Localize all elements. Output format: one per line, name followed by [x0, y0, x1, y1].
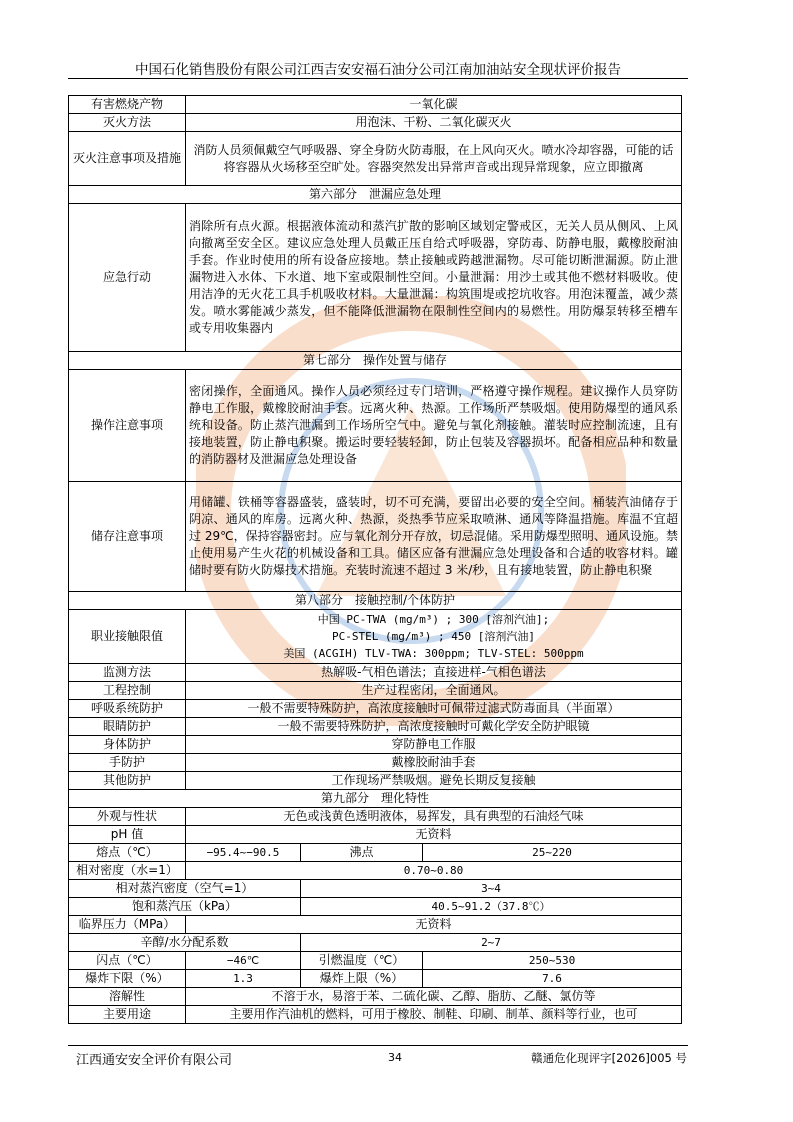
table-row [69, 970, 682, 988]
table-row [69, 826, 682, 844]
table-row [69, 952, 682, 970]
table-row [69, 482, 682, 592]
table-row [69, 132, 682, 186]
table-row [69, 988, 682, 1006]
row-label: 闪点（℃） [69, 952, 186, 970]
row-value: 一般不需要特殊防护，高浓度接触时可佩带过滤式防毒面具（半面罩） [186, 700, 682, 718]
section-title: 第八部分 接触控制/个体防护 [69, 592, 682, 610]
row-label: 临界压力（MPa） [69, 916, 186, 934]
table-row [69, 700, 682, 718]
table-row [69, 114, 682, 132]
table-row [69, 844, 682, 862]
table-row [69, 808, 682, 826]
footer-rule [68, 1045, 688, 1046]
msds-table [68, 95, 682, 1024]
row-label: 手防护 [69, 754, 186, 772]
row-label: 其他防护 [69, 772, 186, 790]
table-row [69, 898, 682, 916]
row-label: 外观与性状 [69, 808, 186, 826]
table-row [69, 736, 682, 754]
row-label: 饱和蒸汽压（kPa） [69, 898, 301, 916]
table-row [69, 610, 682, 664]
row-label: 溶解性 [69, 988, 186, 1006]
row-label: 主要用途 [69, 1006, 186, 1024]
row-label: pH 值 [69, 826, 186, 844]
table-row [69, 96, 682, 114]
row-value: 穿防静电工作服 [186, 736, 682, 754]
table-row [69, 772, 682, 790]
row-value: 用储罐、铁桶等容器盛装，盛装时，切不可充满，要留出必要的安全空间。桶装汽油储存于阴凉、通风的库房。远离火种、热源，炎热季节应采取喷淋、通风等降温措施。库温不宜超过 29℃，保持容器密封。应与氧化剂分开存放，切忌混储。采用防爆型照明、通风设施。禁止使用易产生火花的机械设备和工具。储区应备有泄漏应急处理设备和合适的收容材料。罐储时要有防火防爆技术措施。充装时流速不超过 3 米/秒，且有接地装置，防止静电积聚 [186, 482, 682, 592]
section-title: 第六部分 泄漏应急处理 [69, 186, 682, 204]
row-label: 灭火注意事项及措施 [69, 132, 186, 186]
exposure-line-1: 中国 PC-TWA (mg/m³) ; 300 [溶剂汽油]; [317, 613, 550, 626]
row-value: 主要用作汽油机的燃料，可用于橡胶、制鞋、印刷、制革、颜料等行业，也可 [186, 1006, 682, 1024]
table-row [69, 862, 682, 880]
footer-doc-number: 赣通危化现评字[2026]005 号 [531, 1051, 687, 1065]
section-header [69, 790, 682, 808]
row-value: 无色或浅黄色透明液体，易挥发，具有典型的石油烃气味 [186, 808, 682, 826]
row-label: 职业接触限值 [69, 610, 186, 664]
page-header-title: 中国石化销售股份有限公司江西吉安安福石油分公司江南加油站安全现状评价报告 [135, 62, 621, 78]
row-value: 消除所有点火源。根据液体流动和蒸汽扩散的影响区域划定警戒区，无关人员从侧风、上风向撤离至安全区。建议应急处理人员戴正压自给式呼吸器，穿防毒、防静电服，戴橡胶耐油手套。作业时使用的所有设备应接地。禁止接触或跨越泄漏物。尽可能切断泄漏源。防止泄漏物进入水体、下水道、地下室或限制性空间。小量泄漏：用沙土或其他不燃材料吸收。使用洁净的无火花工具手机吸收材料。大量泄漏：构筑围堤或挖坑收容。用泡沫覆盖，减少蒸发。喷水雾能减少蒸发，但不能降低泄漏物在限制性空间内的易燃性。用防爆泵转移至槽车或专用收集器内 [186, 204, 682, 352]
row-value: 戴橡胶耐油手套 [186, 754, 682, 772]
row-label: 监测方法 [69, 664, 186, 682]
table-row [69, 754, 682, 772]
row-label: 相对蒸汽密度（空气=1） [69, 880, 301, 898]
row-value: 不溶于水，易溶于苯、二硫化碳、乙醇、脂肪、乙醚、氯仿等 [186, 988, 682, 1006]
row-label: 呼吸系统防护 [69, 700, 186, 718]
row-label: 辛醇/水分配系数 [69, 934, 301, 952]
table-row [69, 934, 682, 952]
exposure-line-2: PC-STEL (mg/m³) ; 450 [溶剂汽油] [332, 630, 535, 643]
table-row [69, 664, 682, 682]
row-label: 应急行动 [69, 204, 186, 352]
table-row [69, 682, 682, 700]
section-title: 第九部分 理化特性 [69, 790, 682, 808]
row-value-2: 250~530 [423, 952, 682, 970]
table-row [69, 916, 682, 934]
row-value: −95.4~−90.5 [186, 844, 301, 862]
row-label-2: 爆炸上限（%） [301, 970, 423, 988]
row-label: 相对密度（水=1） [69, 862, 186, 880]
row-label: 眼睛防护 [69, 718, 186, 736]
table-row [69, 370, 682, 482]
row-value: 密闭操作，全面通风。操作人员必须经过专门培训，严格遵守操作规程。建议操作人员穿防静电工作服，戴橡胶耐油手套。远离火种、热源。工作场所严禁吸烟。使用防爆型的通风系统和设备。防止蒸汽泄漏到工作场所空气中。避免与氧化剂接触。灌装时应控制流速，且有接地装置，防止静电积聚。搬运时要轻装轻卸，防止包装及容器损坏。配备相应品种和数量的消防器材及泄漏应急处理设备 [186, 370, 682, 482]
exposure-line-3: 美国 (ACGIH) TLV-TWA: 300ppm; TLV-STEL: 500ppm [283, 647, 584, 660]
row-label-2: 引燃温度（℃） [301, 952, 423, 970]
table-row [69, 718, 682, 736]
row-value: 热解吸-气相色谱法；直接进样-气相色谱法 [186, 664, 682, 682]
row-label: 身体防护 [69, 736, 186, 754]
section-title: 第七部分 操作处置与储存 [69, 352, 682, 370]
row-value: 1.3 [186, 970, 301, 988]
table-row [69, 204, 682, 352]
table-row [69, 880, 682, 898]
row-value: 工作现场严禁吸烟。避免长期反复接触 [186, 772, 682, 790]
row-label-2: 沸点 [301, 844, 423, 862]
row-label: 工程控制 [69, 682, 186, 700]
row-value: −46℃ [186, 952, 301, 970]
row-label: 爆炸下限（%） [69, 970, 186, 988]
page-number: 34 [388, 1051, 402, 1064]
row-value: 0.70~0.80 [186, 862, 682, 880]
row-value: 无资料 [186, 826, 682, 844]
row-label: 灭火方法 [69, 114, 186, 132]
footer-company: 江西通安安全评价有限公司 [76, 1053, 233, 1068]
row-value: 2~7 [301, 934, 682, 952]
row-value: 一氧化碳 [186, 96, 682, 114]
row-value: 一般不需要特殊防护，高浓度接触时可戴化学安全防护眼镜 [186, 718, 682, 736]
row-value: 消防人员须佩戴空气呼吸器、穿全身防火防毒服，在上风向灭火。喷水冷却容器，可能的话将容器从火场移至空旷处。容器突然发出异常声音或出现异常现象，应立即撤离 [186, 132, 682, 186]
row-label: 操作注意事项 [69, 370, 186, 482]
row-value-2: 7.6 [423, 970, 682, 988]
table-row [69, 1006, 682, 1024]
row-value: 用泡沫、干粉、二氧化碳灭火 [186, 114, 682, 132]
row-label: 有害燃烧产物 [69, 96, 186, 114]
header-rule [68, 78, 688, 79]
row-value: 3~4 [301, 880, 682, 898]
row-label: 储存注意事项 [69, 482, 186, 592]
row-value: 生产过程密闭，全面通风。 [186, 682, 682, 700]
section-header [69, 186, 682, 204]
row-value: 无资料 [186, 916, 682, 934]
row-value: 40.5~91.2（37.8℃） [301, 898, 682, 916]
row-value [186, 610, 682, 664]
section-header [69, 592, 682, 610]
section-header [69, 352, 682, 370]
row-label: 熔点（℃） [69, 844, 186, 862]
row-value-2: 25~220 [423, 844, 682, 862]
